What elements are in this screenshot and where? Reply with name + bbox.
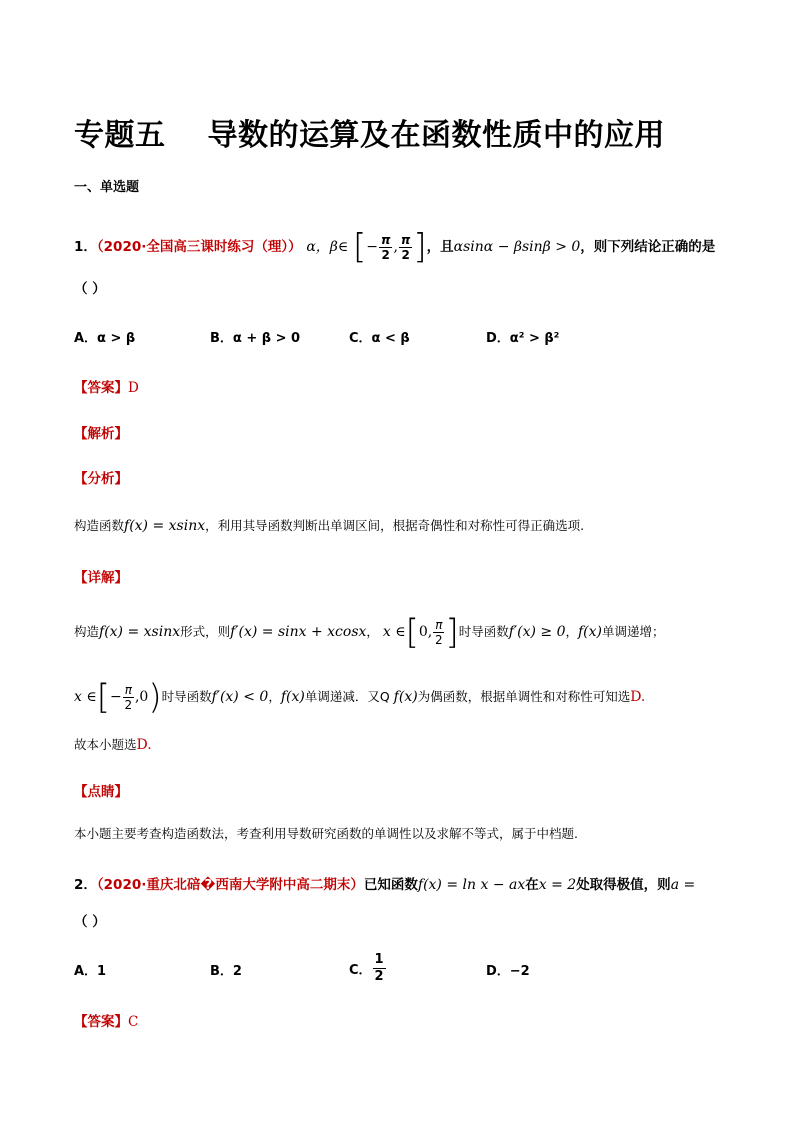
question-number: 1． (74, 239, 97, 255)
answer-value: D (128, 380, 139, 396)
option-c: C．α < β (349, 331, 410, 346)
page-title (74, 110, 665, 154)
detail-line-1: 构造f(x) = xsinx形式，则f′(x) = sinx + xcosx， x ∈[0, $\frac{\pi}{2}$ ]时导函数f′(x) ≥ 0，f(x)单调递增； (74, 612, 665, 653)
fenxi-text: 构造函数f(x) = xsinx，利用其导函数判断出单调区间，根据奇偶性和对称性可得正确选项. (74, 518, 585, 534)
title-part1: 专题五 (74, 118, 166, 153)
option-b: B．α + β > 0 (210, 331, 301, 346)
question-1-stem: 1．（2020·全国高三课时练习（理）） α，β∈ [− $\frac{\pi}{2}$ , $\frac{\pi}{2}$ ]，且αsinα − βsinβ > 0，则下列结论正确的是 (74, 227, 716, 267)
answer-line: 【答案】C (74, 1014, 139, 1030)
answer-paren: （ ） (74, 914, 106, 930)
option-a: A．α > β (74, 331, 136, 346)
answer-line: 【答案】D (74, 380, 139, 396)
dianjing-text: 本小题主要考查构造函数法，考查利用导数研究函数的单调性以及求解不等式，属于中档题. (74, 826, 578, 841)
option-d: D．−2 (486, 964, 530, 979)
fraction-pi-over-2: $\frac{\pi}{2}$ (400, 232, 411, 262)
detail-line-2: x ∈[− $\frac{\pi}{2}$ ,0)时导函数f′(x) < 0，f(x)单调递减．又Q f(x)为偶函数，根据单调性和对称性可知选D. (74, 677, 646, 718)
detail-label: 【详解】 (74, 570, 128, 586)
option-a: A．1 (74, 964, 107, 979)
option-d: D．α² > β² (486, 331, 560, 346)
analysis-label: 【解析】 (74, 426, 128, 442)
fraction-pi-over-2: $\frac{\pi}{2}$ (380, 232, 391, 262)
answer-paren: （ ） (74, 281, 106, 297)
dianjing-label: 【点睛】 (74, 784, 128, 800)
title-part2: 导数的运算及在函数性质中的应用 (207, 118, 665, 153)
section-heading: 一、单选题 (74, 180, 140, 195)
detail-line-3: 故本小题选D. (74, 737, 152, 753)
condition-formula: αsinα − βsinβ > 0 (453, 239, 581, 255)
option-b: B．2 (210, 964, 242, 979)
answer-value: C (128, 1014, 139, 1030)
option-c: C． $\frac{1}{2}$ (349, 952, 384, 984)
question-source: （2020·全国高三课时练习（理）） (96, 239, 302, 255)
question-2-stem: 2．（2020·重庆北碚�西南大学附中高二期末）已知函数f(x) = ln x − ax在x = 2处取得极值，则a = (74, 877, 696, 893)
var-list: α，β∈ (306, 239, 349, 255)
fenxi-label: 【分析】 (74, 471, 128, 487)
